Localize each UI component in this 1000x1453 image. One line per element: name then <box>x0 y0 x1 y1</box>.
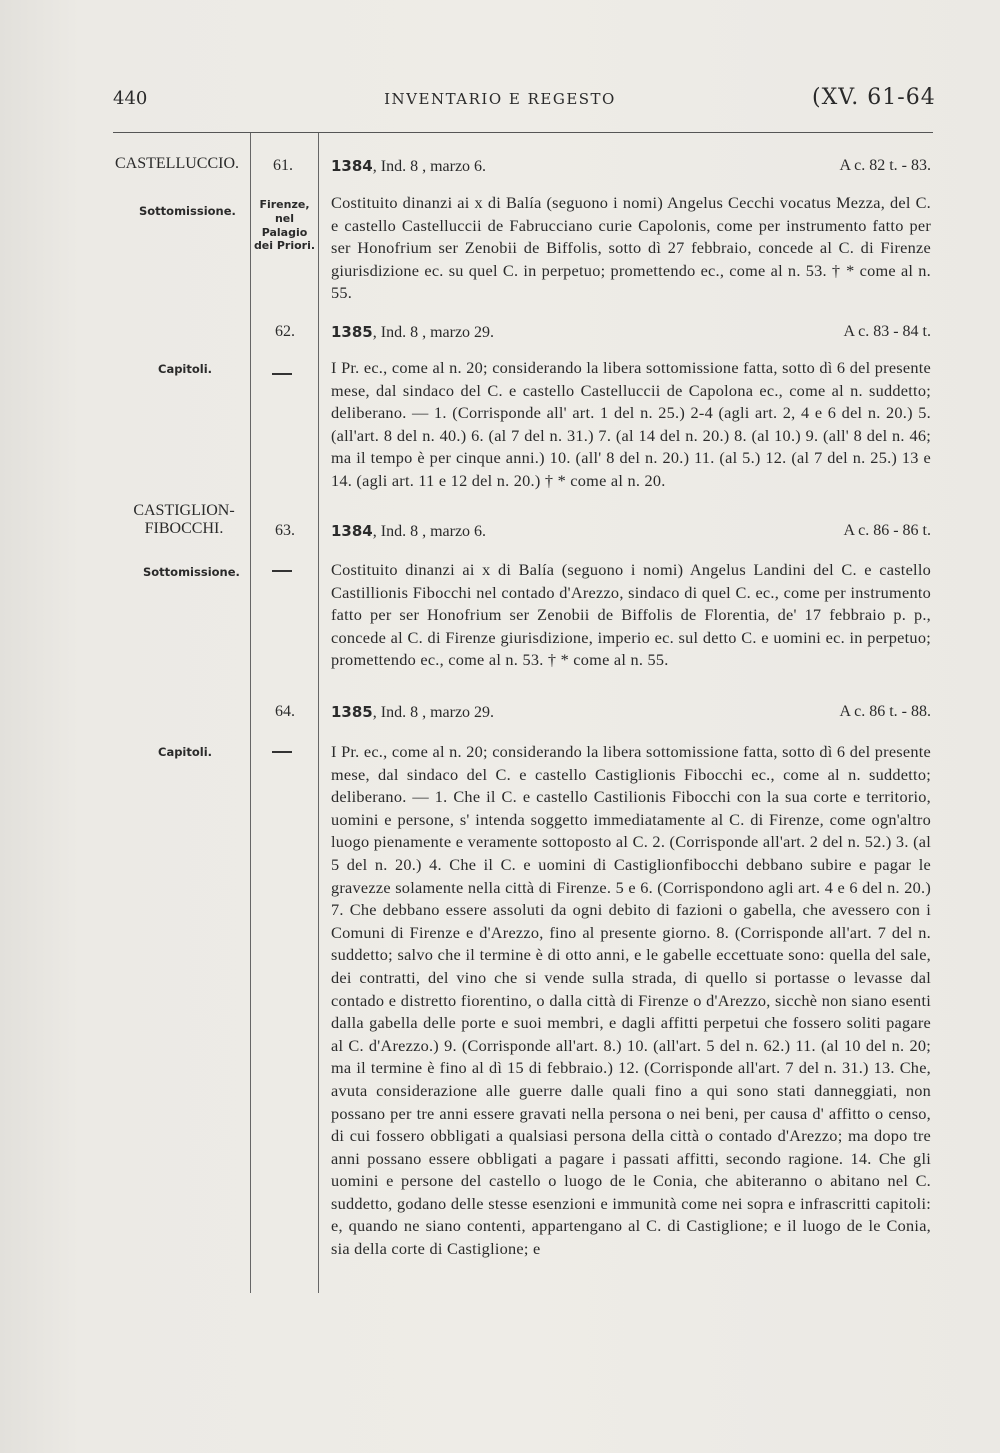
em-dash <box>272 751 292 753</box>
entry-folio: A c. 83 - 84 t. <box>843 323 931 340</box>
entry-date: , Ind. 8 , marzo 6. <box>372 158 487 175</box>
entry-number: 64. <box>275 703 295 720</box>
entry-heading <box>331 703 931 727</box>
entry-number: 63. <box>275 522 295 539</box>
section-reference: (XV. 61-64 <box>812 85 936 110</box>
entry-text: I Pr. ec., come al n. 20; considerando la libera sottomissione fatta, sotto dì 6 del presente mese, dal sindaco del C. e castello Castelluccii de Capolona ec., come al n. suddetto; deliberano. — 1. (Corrisponde all' art. 1 del n. 25.) 2-4 (agli art. 2, 4 e 6 del n. 20.) 5. (all'art. 8 del n. 40.) 6. (al 7 del n. 31.) 7. (al 14 del n. 20.) 8. (al 10.) 9. (all' 8 del n. 46; ma il tempo è per cinque anni.) 10. (all' 8 del n. 20.) 11. (al 5.) 12. (al 7 del n. 25.) 13 e 14. (agli art. 11 e 12 del n. 20.) † * come al n. 20. <box>331 358 931 490</box>
entry-date: , Ind. 8 , marzo 6. <box>372 523 487 540</box>
page-number: 440 <box>113 88 148 109</box>
entry-year: 1385 <box>331 323 373 341</box>
entry-number: 62. <box>275 323 295 340</box>
entry-folio: A c. 82 t. - 83. <box>839 157 931 174</box>
label-sottomissione: Sottomissione. <box>139 204 236 218</box>
label-capitoli: Capitoli. <box>158 362 213 376</box>
entry-heading <box>331 157 931 181</box>
entry-heading <box>331 522 931 546</box>
entry-folio: A c. 86 t. - 88. <box>839 703 931 720</box>
place-castelluccio: CASTELLUCCIO. <box>115 155 239 172</box>
entry-heading <box>331 323 931 347</box>
label-sottomissione-2: Sottomissione. <box>143 565 240 579</box>
entry-year: 1384 <box>331 522 373 540</box>
entry-text: Costituito dinanzi ai x di Balía (seguono i nomi) Angelus Cecchi vocatus Mezza, del C. e castello Castelluccii de Fabrucciano curie Capolonis, come per instrumento fatto per ser Honofrium ser Zenobii de Biffolis, sotto dì 27 febbraio, concede al C. di Firenze giurisdizione ec. su quel C. in perpetuo; promettendo ec., come al n. 53. † * come al n. 55. <box>331 193 931 303</box>
entry-date: , Ind. 8 , marzo 29. <box>372 324 495 341</box>
running-title: INVENTARIO E REGESTO <box>384 90 616 108</box>
column-divider-left <box>250 133 251 1293</box>
label-firenze-palagio: Firenze, nel Palagio dei Priori. <box>253 198 316 253</box>
entry-folio: A c. 86 - 86 t. <box>843 522 931 539</box>
header-rule <box>113 132 933 133</box>
place-castiglion-fibocchi: CASTIGLION- FIBOCCHI. <box>133 502 235 538</box>
entry-number: 61. <box>273 157 293 174</box>
em-dash <box>272 373 292 375</box>
page-header <box>0 85 1000 118</box>
em-dash <box>272 570 292 572</box>
entry-date: , Ind. 8 , marzo 29. <box>372 704 495 721</box>
entry-text: I Pr. ec., come al n. 20; considerando la libera sottomissione fatta, sotto dì 6 del presente mese, dal sindaco del C. e castello Castiglionis Fibocchi ec., come al n. suddetto; deliberano. — 1. Che il C. e castello Castilionis Fibocchi con la sua corte e territorio, uomini e persone, s' intenda soggetto immediatamente al C. di Firenze, come ogn'altro luogo pienamente e veramente sottoposto al C. 2. (Corrisponde all'art. 2 del n. 52.) 3. (al 5 del n. 20.) 4. Che il C. e uomini di Castiglionfibocchi debbano subire e pagar le gravezze solamente nella città di Firenze. 5 e 6. (Corrispondono agli art. 4 e 6 del n. 20.) 7. Che debbano essere assoluti da ogni debito di fazioni o gabella, che avessero con i Comuni di Firenze e d'Arezzo, fino al presente giorno. 8. (Corrisponde all'art. 7 del n. suddetto; salvo che il termine è di otto anni, e le gabelle eccettuate sono: quella del sale, dei contratti, del vino che si vende sulla strada, di quello si portasse o levasse dal contado e distretto fiorentino, o dalla città di Firenze o d'Arezzo, sicchè non siano esenti dalla gabella delle porte e suoi membri, e dagli affitti perpetui che fossero soliti pagare al C. d'Arezzo.) 9. (Corrisponde all'art. 8.) 10. (all'art. 5 del n. 62.) 11. (al 10 del n. 20; ma il termine è fino al dì 15 di febbraio.) 12. (Corrisponde all'art. 7 del n. 31.) 13. Che, avuta considerazione alle guerre dalle quali fino a qui sono stati danneggiati, non possano per tre anni essere gravati nella persona o nei beni, per causa d' affitto o censo, di cui fossero obbligati a qualsiasi persona della città o contado d'Arezzo; ma dopo tre anni possano essere obbligati a pagare i passati affitti, secondo ragione. 14. Che gli uomini e persone del castello o luogo de le Conia, che abiteranno o abitano nel C. suddetto, godano delle stesse esenzioni e immunità come nei sopra e infrascritti capitoli: e, quando ne siano contenti, appartengano al C. di Castiglione; e il luogo de le Conia, sia della corte di Castiglione; e <box>331 742 931 1259</box>
entry-text: Costituito dinanzi ai x di Balía (seguono i nomi) Angelus Landini del C. e castello Castillionis Fibocchi nel contado d'Arezzo, sindaco di quel C. ec., come per instrumento fatto per ser Honofrium ser Zenobii de Biffolis de Florentia, de' 17 febbraio p. p., concede al C. di Firenze giurisdizione, imperio ec. sul detto C. e uomini ec. in perpetuo; promettendo ec., come al n. 53. † * come al n. 55. <box>331 560 931 670</box>
entry-year: 1385 <box>331 703 373 721</box>
column-divider-right <box>318 133 319 1293</box>
label-capitoli-2: Capitoli. <box>158 745 213 759</box>
entry-year: 1384 <box>331 157 373 175</box>
